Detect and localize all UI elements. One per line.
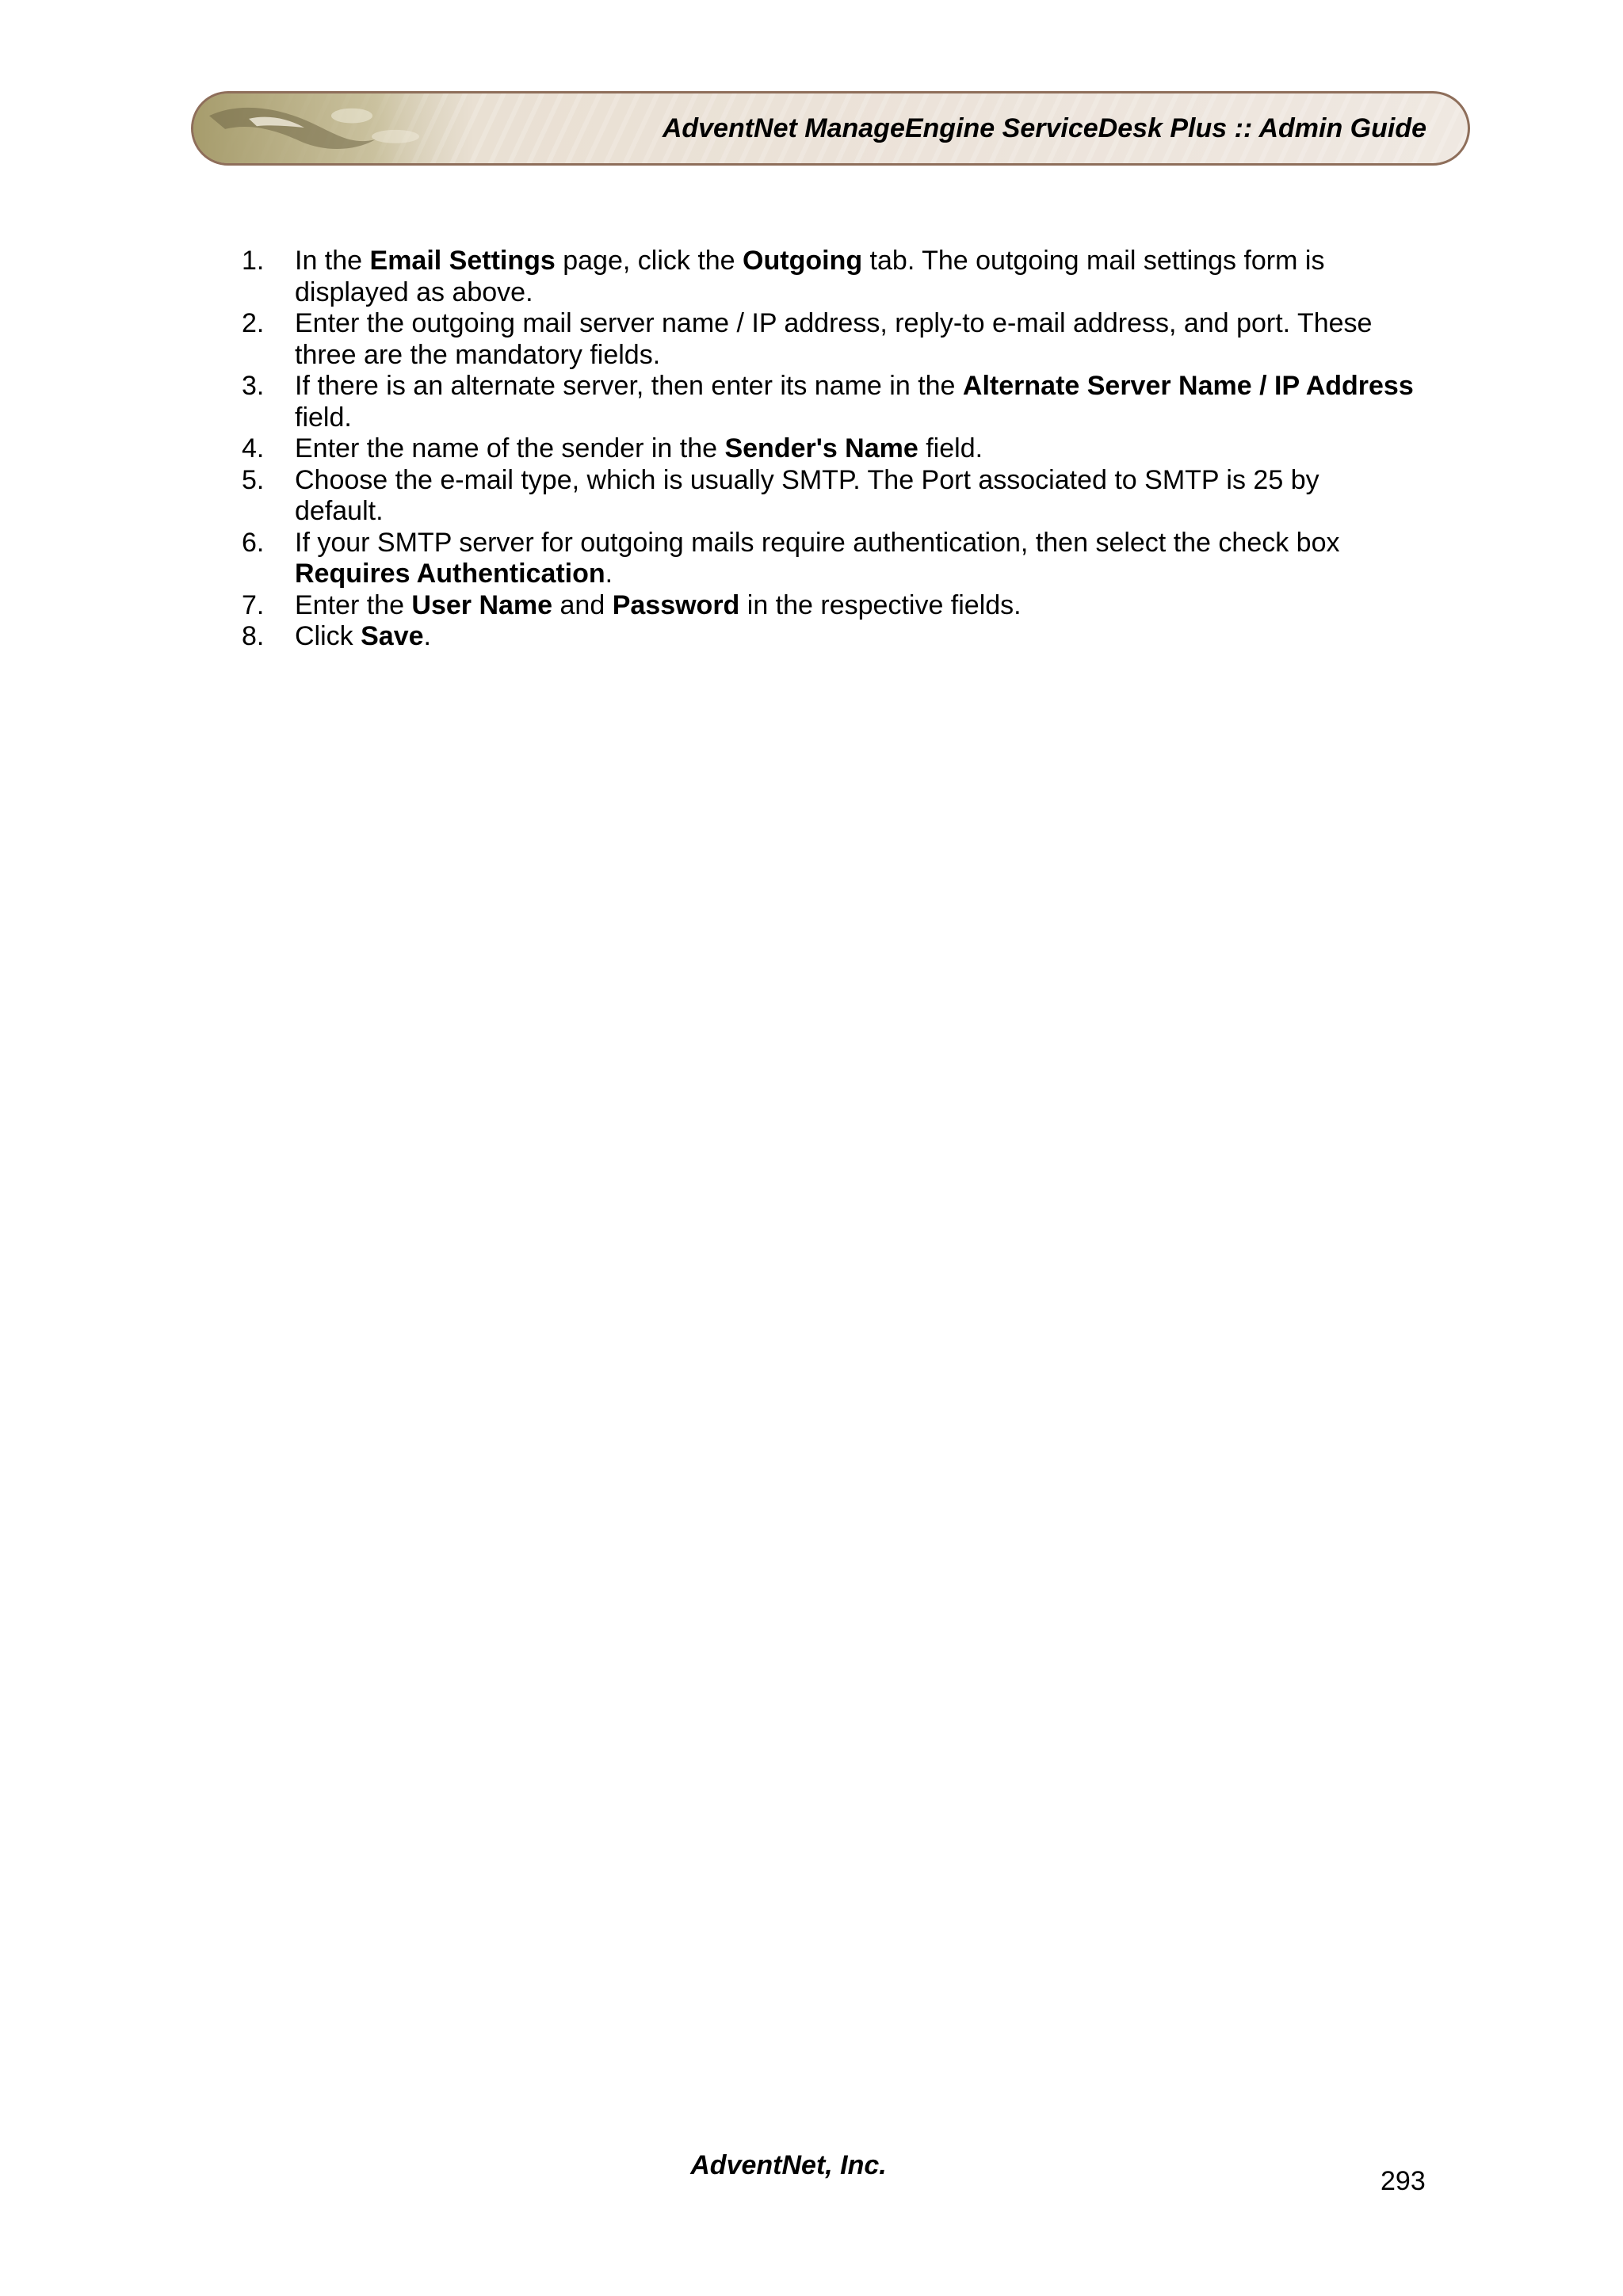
instruction-steps-list (242, 246, 1415, 653)
page-header-banner (191, 91, 1470, 166)
step-number: 8. (242, 621, 265, 651)
instruction-step (242, 590, 1415, 622)
step-number: 2. (242, 308, 265, 338)
step-text-run: . (423, 621, 431, 651)
step-number: 7. (242, 589, 265, 620)
step-text-run: If your SMTP server for outgoing mails require authentication, then select the check box (295, 527, 1340, 558)
step-text (295, 308, 1415, 371)
step-text-run: Enter the name of the sender in the (295, 433, 725, 463)
step-text-bold: Password (612, 589, 740, 620)
step-text-run: and (552, 589, 613, 620)
step-text-run: field. (918, 433, 983, 463)
step-text-bold: User Name (411, 589, 553, 620)
step-text-run: If there is an alternate server, then enter its name in the (295, 371, 963, 401)
guide-title: AdventNet ManageEngine ServiceDesk Plus :: Admin Guide (662, 113, 1426, 143)
step-text (295, 528, 1415, 590)
instruction-step (242, 433, 1415, 465)
step-text-bold: Save (361, 621, 424, 651)
step-text-run: page, click the (555, 246, 743, 276)
step-text-run: Choose the e-mail type, which is usually SMTP. The Port associated to SMTP is 25 by default. (295, 464, 1319, 526)
step-text (295, 465, 1415, 528)
decorative-swirl-icon (193, 93, 455, 163)
step-text (295, 371, 1415, 433)
instruction-step (242, 528, 1415, 590)
step-number: 5. (242, 464, 265, 495)
step-text-bold: Outgoing (743, 246, 863, 276)
step-text-run: tab. The outgoing mail settings form is displayed as above. (295, 246, 1325, 307)
step-text-run: Click (295, 621, 361, 651)
instruction-step (242, 308, 1415, 371)
step-number: 6. (242, 527, 265, 558)
step-text (295, 621, 1415, 653)
step-text (295, 246, 1415, 308)
step-text (295, 590, 1415, 622)
page-number: 293 (1381, 2166, 1426, 2196)
step-number: 3. (242, 371, 265, 401)
step-text-bold: Email Settings (369, 246, 556, 276)
step-text-bold: Requires Authentication (295, 559, 605, 589)
step-text-run: In the (295, 246, 370, 276)
step-text-run: Enter the (295, 589, 412, 620)
step-text-run: . (605, 559, 613, 589)
step-text-run: field. (295, 402, 352, 433)
step-text-bold: Sender's Name (724, 433, 918, 463)
step-text (295, 433, 1415, 465)
step-number: 1. (242, 246, 265, 276)
instruction-step (242, 246, 1415, 308)
step-text-run: Enter the outgoing mail server name / IP address, reply-to e-mail address, and port. These three are the mandatory fields. (295, 308, 1373, 370)
step-text-bold: Alternate Server Name / IP Address (962, 371, 1414, 401)
footer-company-name: AdventNet, Inc. (690, 2150, 887, 2180)
instruction-step (242, 621, 1415, 653)
step-number: 4. (242, 433, 265, 463)
step-text-run: in the respective fields. (739, 589, 1022, 620)
instruction-step (242, 371, 1415, 433)
instruction-step (242, 465, 1415, 528)
